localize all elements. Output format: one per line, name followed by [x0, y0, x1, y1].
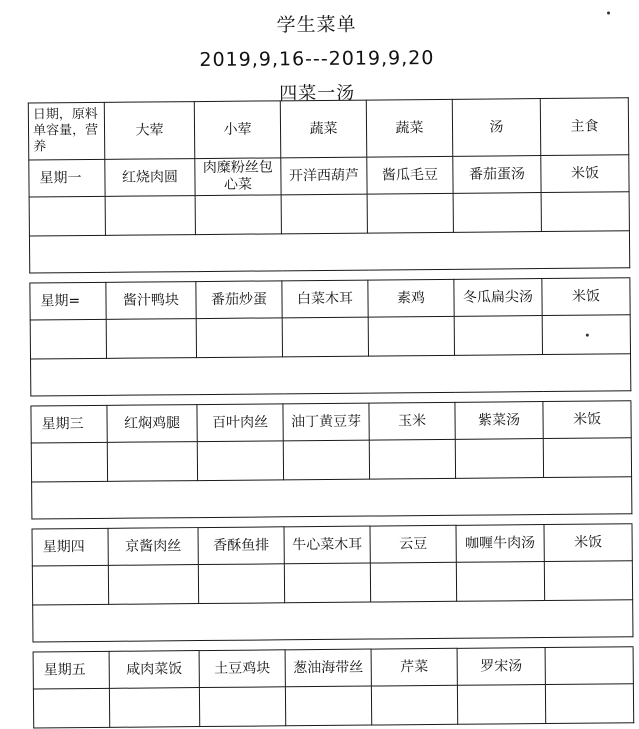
dish-cell: 咖喱牛肉汤: [456, 525, 544, 563]
empty-cell: [107, 442, 197, 482]
menu-title: 学生菜单: [276, 13, 357, 37]
dish-cell: 云豆: [370, 525, 456, 563]
empty-cell: [455, 439, 543, 479]
empty-cell: [457, 685, 545, 725]
menu-subtitle: 四菜一汤: [279, 82, 356, 105]
empty-cell: [30, 319, 106, 359]
separator-cell: [29, 231, 629, 273]
scan-speck: [586, 334, 589, 337]
dish-cell: 玉米: [369, 402, 455, 440]
empty-cell: [367, 193, 453, 233]
dish-cell: 京酱肉丝: [108, 528, 198, 566]
empty-cell: [541, 192, 629, 232]
dish-cell: 酱汁鸭块: [106, 282, 196, 320]
empty-cell: [543, 438, 631, 478]
dish-cell: 香酥鱼排: [198, 527, 284, 565]
column-header: 蔬菜: [280, 100, 366, 158]
empty-cell: [285, 686, 371, 726]
column-header: 蔬菜: [366, 99, 452, 157]
empty-row: [30, 315, 630, 359]
dish-cell: 素鸡: [368, 279, 454, 317]
empty-cell: [544, 561, 632, 601]
table-row: [29, 155, 629, 197]
separator-cell: [33, 600, 633, 642]
separator-row: [32, 477, 632, 519]
dish-cell: 红烧肉圆: [105, 159, 195, 197]
dish-cell: 土豆鸡块: [199, 650, 285, 688]
date-range: 2019,9,16---2019,9,20: [199, 46, 435, 72]
empty-cell: [109, 688, 199, 728]
empty-cell: [198, 564, 284, 604]
empty-cell: [31, 442, 107, 482]
dish-cell: [545, 647, 633, 685]
day-label: 星期一: [29, 159, 105, 197]
empty-cell: [105, 196, 195, 236]
empty-row: [31, 438, 631, 482]
menu-table: [28, 97, 634, 728]
column-header: 汤: [452, 99, 540, 157]
dish-cell: 咸肉菜饭: [109, 651, 199, 689]
dish-cell: 牛心菜木耳: [284, 526, 370, 564]
column-header: 大荤: [104, 102, 194, 160]
empty-cell: [33, 688, 109, 728]
empty-cell: [29, 196, 105, 236]
dish-cell: 芹菜: [371, 648, 457, 686]
empty-cell: [196, 318, 282, 358]
separator-cell: [31, 354, 631, 396]
dish-cell: 米饭: [543, 401, 631, 439]
empty-cell: [545, 684, 633, 724]
separator-row: [31, 354, 631, 396]
empty-cell: [284, 563, 370, 603]
table-row: [32, 524, 632, 566]
separator-cell: [32, 477, 632, 519]
dish-cell: 红焖鸡腿: [107, 405, 197, 443]
empty-cell: [282, 317, 368, 357]
dish-cell: 开洋西葫芦: [281, 157, 367, 195]
dish-cell: 米饭: [541, 155, 629, 193]
empty-cell: [453, 193, 541, 233]
dish-cell: 紫菜汤: [455, 402, 543, 440]
dish-cell: 肉糜粉丝包心菜: [195, 158, 281, 196]
dish-cell: 百叶肉丝: [197, 404, 283, 442]
table-row: [30, 278, 630, 320]
separator-row: [33, 600, 633, 642]
column-header: 小荤: [194, 101, 280, 159]
table-row: [31, 401, 631, 443]
dish-cell: 葱油海带丝: [285, 649, 371, 687]
empty-row: [32, 561, 632, 605]
empty-cell: [454, 316, 542, 356]
dish-cell: 油丁黄豆芽: [283, 403, 369, 441]
empty-cell: [195, 195, 281, 235]
dish-cell: 米饭: [542, 278, 630, 316]
empty-cell: [456, 562, 544, 602]
empty-cell: [199, 687, 285, 727]
empty-cell: [369, 439, 455, 479]
empty-cell: [197, 441, 283, 481]
separator-row: [29, 231, 629, 273]
column-header-date: 日期，原料单容量，营养: [28, 102, 104, 160]
day-label: 星期五: [33, 651, 109, 689]
dish-cell: 番茄蛋汤: [453, 156, 541, 194]
dish-cell: 白菜木耳: [282, 280, 368, 318]
empty-cell: [32, 565, 108, 605]
empty-row: [33, 684, 633, 728]
empty-cell: [106, 319, 196, 359]
empty-cell: [370, 562, 456, 602]
dish-cell: 罗宋汤: [457, 648, 545, 686]
header-row: [28, 98, 628, 160]
scan-speck: [607, 11, 610, 14]
empty-row: [29, 192, 629, 236]
day-label: 星期三: [31, 405, 107, 443]
empty-cell: [368, 316, 454, 356]
dish-cell: 米饭: [544, 524, 632, 562]
empty-cell: [283, 440, 369, 480]
table-row: [33, 647, 633, 689]
dish-cell: 冬瓜扁尖汤: [454, 279, 542, 317]
empty-cell: [371, 685, 457, 725]
dish-cell: 酱瓜毛豆: [367, 156, 453, 194]
day-label: 星期四: [32, 528, 108, 566]
empty-cell: [281, 194, 367, 234]
dish-cell: 番茄炒蛋: [196, 281, 282, 319]
day-label: 星期=: [30, 282, 106, 320]
empty-cell: [108, 565, 198, 605]
column-header: 主食: [540, 98, 628, 156]
